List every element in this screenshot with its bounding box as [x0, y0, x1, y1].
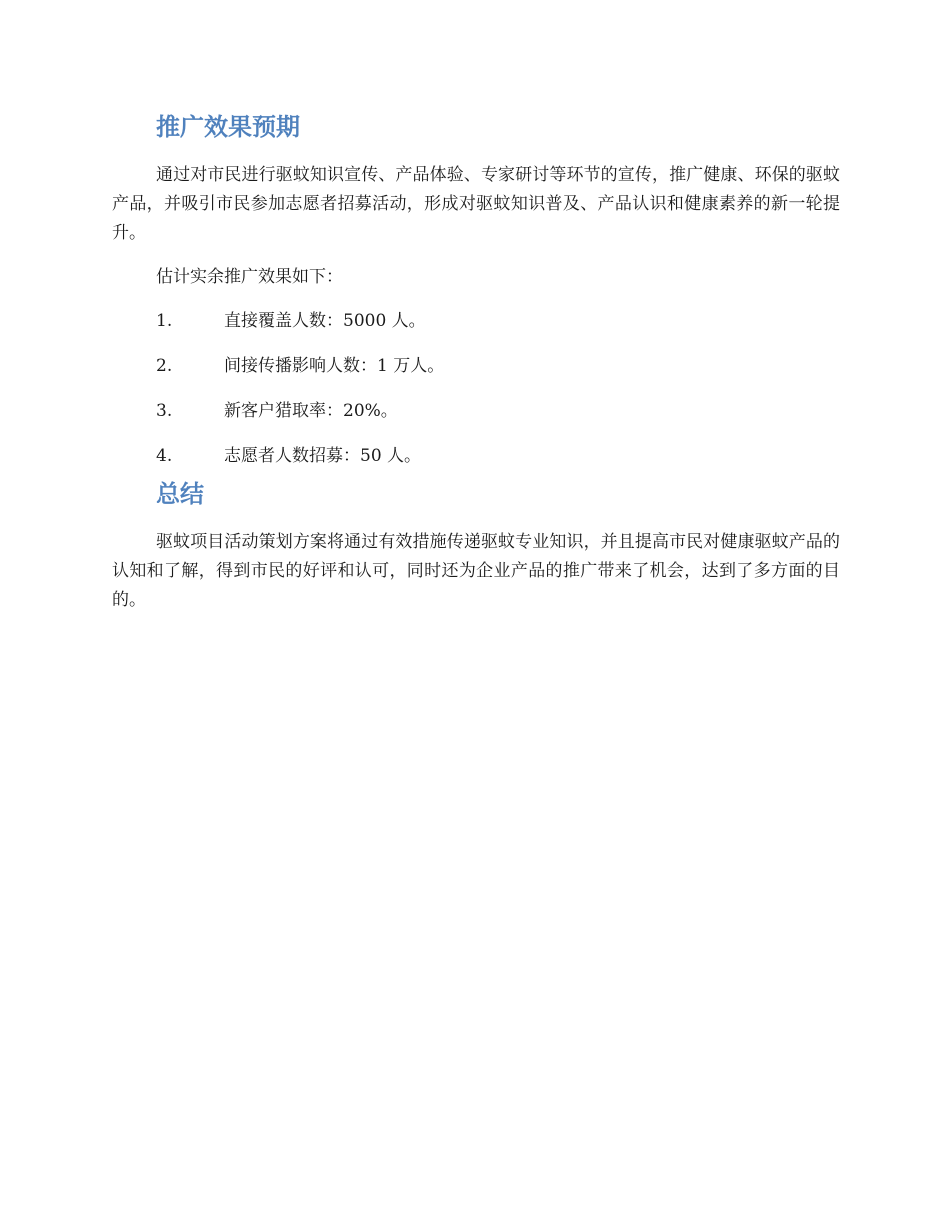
list-item: [112, 442, 840, 471]
list-item: [112, 307, 840, 336]
section-heading-summary: 总结: [156, 480, 204, 508]
list-item: [112, 352, 840, 381]
expected-effect-paragraph: 通过对市民进行驱蚊知识宣传、产品体验、专家研讨等环节的宣传，推广健康、环保的驱蚊产品，并吸引市民参加志愿者招募活动，形成对驱蚊知识普及、产品认识和健康素养的新一轮提升。: [112, 165, 840, 243]
section-heading-expected-effect: 推广效果预期: [156, 113, 300, 141]
estimate-intro-paragraph: 估计实余推广效果如下：: [156, 267, 343, 287]
list-item-number: 1.: [156, 311, 173, 331]
summary-paragraph: 驱蚊项目活动策划方案将通过有效措施传递驱蚊专业知识，并且提高市民对健康驱蚊产品的认知和了解，得到市民的好评和认可，同时还为企业产品的推广带来了机会，达到了多方面的目的。: [112, 532, 840, 610]
list-item-text: 间接传播影响人数：1 万人。: [224, 356, 445, 376]
list-item-number: 2.: [156, 356, 173, 376]
list-item-number: 4.: [156, 446, 173, 466]
list-item-text: 新客户猎取率：20%。: [224, 401, 398, 421]
effect-list: [112, 307, 840, 471]
list-item: [112, 397, 840, 426]
list-item-text: 志愿者人数招募：50 人。: [224, 446, 422, 466]
list-item-text: 直接覆盖人数：5000 人。: [224, 311, 426, 331]
document-page: [112, 108, 840, 615]
list-item-number: 3.: [156, 401, 173, 421]
